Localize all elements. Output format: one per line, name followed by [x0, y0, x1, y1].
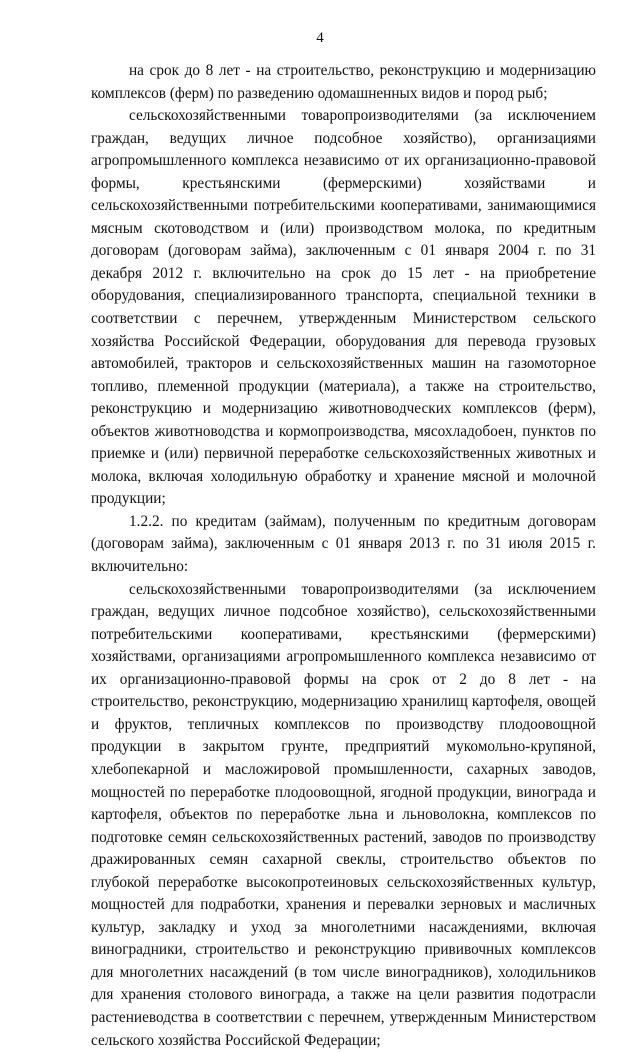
- paragraph-livestock-2004-2012: сельскохозяйственными товаропроизводителями (за исключением граждан, ведущих личное подсобное хозяйство), организациями агропромышленного комплекса независимо от их организационно-правовой формы, крестьянскими (фермерскими) хозяйствами и сельскохозяйственными потребительскими кооперативами, занимающимися мясным скотоводством и (или) производством молока, по кредитным договорам (договорам займа), заключенным с 01 января 2004 г. по 31 декабря 2012 г. включительно на срок до 15 лет - на приобретение оборудования, специализированного транспорта, специальной техники в соответствии с перечнем, утвержденным Министерством сельского хозяйства Российской Федерации, оборудования для перевода грузовых автомобилей, тракторов и сельскохозяйственных машин на газомоторное топливо, племенной продукции (материала), а также на строительство, реконструкцию и модернизацию животноводческих комплексов (ферм), объектов животноводства и кормопроизводства, мясохладобоен, пунктов по приемке и (или) первичной переработке сельскохозяйственных животных и молока, включая холодильную обработку и хранение мясной и молочной продукции;: [91, 107, 596, 508]
- paragraph-fish-farming: на срок до 8 лет - на строительство, реконструкцию и модернизацию комплексов (ферм) по разведению одомашненных видов и пород рыб;: [91, 62, 596, 102]
- document-body: [91, 60, 596, 1052]
- page-number: 4: [316, 30, 324, 46]
- paragraph-crop-production: сельскохозяйственными товаропроизводителями (за исключением граждан, ведущих личное подсобное хозяйство), сельскохозяйственными потребительскими кооперативами, крестьянскими (фермерскими) хозяйствами, организациями агропромышленного комплекса независимо от их организационно-правовой формы на срок от 2 до 8 лет - на строительство, реконструкцию, модернизацию хранилищ картофеля, овощей и фруктов, тепличных комплексов по производству плодоовощной продукции в закрытом грунте, предприятий мукомольно-крупяной, хлебопекарной и масложировой промышленности, сахарных заводов, мощностей по переработке плодоовощной, ягодной продукции, винограда и картофеля, объектов по переработке льна и льноволокна, комплексов по подготовке семян сельскохозяйственных растений, заводов по производству дражированных семян сахарной свеклы, строительство объектов по глубокой переработке высокопротеиновых сельскохозяйственных культур, мощностей для подработки, хранения и перевалки зерновых и масличных культур, закладку и уход за многолетними насаждениями, включая виноградники, строительство и реконструкцию прививочных комплексов для многолетних насаждений (в том числе виноградников), холодильников для хранения столового винограда, а также на цели развития подотрасли растениеводства в соответствии с перечнем, утвержденным Министерством сельского хозяйства Российской Федерации;: [91, 580, 596, 1049]
- paragraph-clause-1-2-2: 1.2.2. по кредитам (займам), полученным по кредитным договорам (договорам займа), заключенным с 01 января 2013 г. по 31 июля 2015 г. включительно:: [91, 512, 596, 576]
